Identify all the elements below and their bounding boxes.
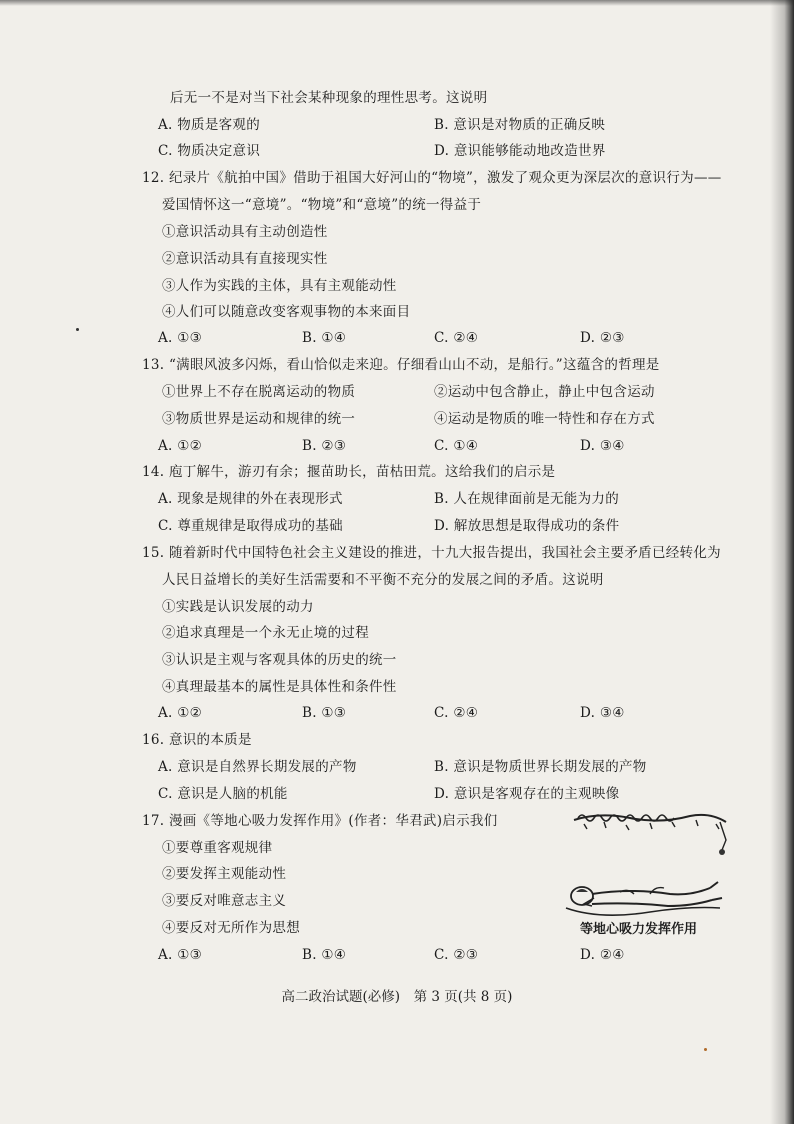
option-d: D. ②④ bbox=[580, 947, 625, 963]
option-d: D. ③④ bbox=[580, 705, 625, 721]
statement-2: ②意识活动具有直接现实性 bbox=[162, 251, 328, 267]
statement-1: ①世界上不存在脱离运动的物质 bbox=[162, 384, 356, 400]
question-stem: 14. 庖丁解牛，游刃有余；揠苗助长，苗枯田荒。这给我们的启示是 bbox=[142, 464, 556, 480]
option-c: C. ②③ bbox=[434, 947, 479, 963]
option-b: B. ①③ bbox=[302, 705, 347, 721]
question-stem: 爱国情怀这一“意境”。“物境”和“意境”的统一得益于 bbox=[162, 197, 482, 213]
question-stem: 12. 纪录片《航拍中国》借助于祖国大好河山的“物境”，激发了观众更为深层次的意识行为—— bbox=[142, 170, 722, 186]
question-stem: 15. 随着新时代中国特色社会主义建设的推进，十九大报告提出，我国社会主要矛盾已经转化为 bbox=[142, 545, 721, 561]
statement-2: ②运动中包含静止，静止中包含运动 bbox=[434, 384, 655, 400]
option-c: C. ②④ bbox=[434, 330, 479, 346]
statement-3: ③物质世界是运动和规律的统一 bbox=[162, 411, 356, 427]
question-stem: 人民日益增长的美好生活需要和不平衡不充分的发展之间的矛盾。这说明 bbox=[162, 572, 604, 588]
question-stem: 17. 漫画《等地心吸力发挥作用》(作者：华君武)启示我们 bbox=[142, 813, 498, 829]
statement-2: ②追求真理是一个永无止境的过程 bbox=[162, 625, 369, 641]
statement-4: ④人们可以随意改变客观事物的本来面目 bbox=[162, 304, 411, 320]
option-d: D. 解放思想是取得成功的条件 bbox=[434, 518, 620, 534]
option-a: A. ①② bbox=[158, 438, 203, 454]
statement-1: ①要尊重客观规律 bbox=[162, 840, 273, 856]
option-d: D. 意识能够能动地改造世界 bbox=[434, 143, 606, 159]
scan-speck bbox=[704, 1048, 707, 1051]
question-text: 后无一不是对当下社会某种现象的理性思考。这说明 bbox=[170, 90, 488, 106]
scan-right-edge bbox=[770, 0, 794, 1124]
question-stem: 16. 意识的本质是 bbox=[142, 732, 252, 748]
option-a: A. 物质是客观的 bbox=[158, 117, 261, 133]
scan-speck bbox=[76, 328, 79, 331]
option-b: B. ①④ bbox=[302, 947, 347, 963]
option-a: A. 现象是规律的外在表现形式 bbox=[158, 491, 343, 507]
page-footer: 高二政治试题(必修) 第 3 页(共 8 页) bbox=[281, 989, 513, 1005]
statement-4: ④运动是物质的唯一特性和存在方式 bbox=[434, 411, 655, 427]
option-a: A. ①③ bbox=[158, 330, 203, 346]
option-b: B. 人在规律面前是无能为力的 bbox=[434, 491, 620, 507]
statement-1: ①意识活动具有主动创造性 bbox=[162, 224, 328, 240]
option-a: A. ①② bbox=[158, 705, 203, 721]
option-b: B. 意识是对物质的正确反映 bbox=[434, 117, 606, 133]
option-c: C. 物质决定意识 bbox=[158, 143, 261, 159]
option-b: B. ①④ bbox=[302, 330, 347, 346]
option-c: C. ①④ bbox=[434, 438, 479, 454]
option-b: B. ②③ bbox=[302, 438, 347, 454]
option-c: C. ②④ bbox=[434, 705, 479, 721]
cartoon-caption: 等地心吸力发挥作用 bbox=[580, 922, 698, 937]
statement-3: ③要反对唯意志主义 bbox=[162, 893, 287, 909]
statement-3: ③认识是主观与客观具体的历史的统一 bbox=[162, 652, 397, 668]
option-b: B. 意识是物质世界长期发展的产物 bbox=[434, 759, 647, 775]
statement-3: ③人作为实践的主体，具有主观能动性 bbox=[162, 278, 397, 294]
scan-top-edge bbox=[0, 0, 794, 6]
statement-2: ②要发挥主观能动性 bbox=[162, 866, 287, 882]
option-c: C. 尊重规律是取得成功的基础 bbox=[158, 518, 343, 534]
option-a: A. ①③ bbox=[158, 947, 203, 963]
statement-4: ④真理最基本的属性是具体性和条件性 bbox=[162, 679, 397, 695]
option-d: D. 意识是客观存在的主观映像 bbox=[434, 786, 620, 802]
option-d: D. ③④ bbox=[580, 438, 625, 454]
option-a: A. 意识是自然界长期发展的产物 bbox=[158, 759, 357, 775]
option-c: C. 意识是人脑的机能 bbox=[158, 786, 288, 802]
statement-4: ④要反对无所作为思想 bbox=[162, 920, 300, 936]
question-stem: 13. “满眼风波多闪烁，看山恰似走来迎。仔细看山山不动，是船行。”这蕴含的哲理是 bbox=[142, 357, 660, 373]
option-d: D. ②③ bbox=[580, 330, 625, 346]
statement-1: ①实践是认识发展的动力 bbox=[162, 599, 314, 615]
